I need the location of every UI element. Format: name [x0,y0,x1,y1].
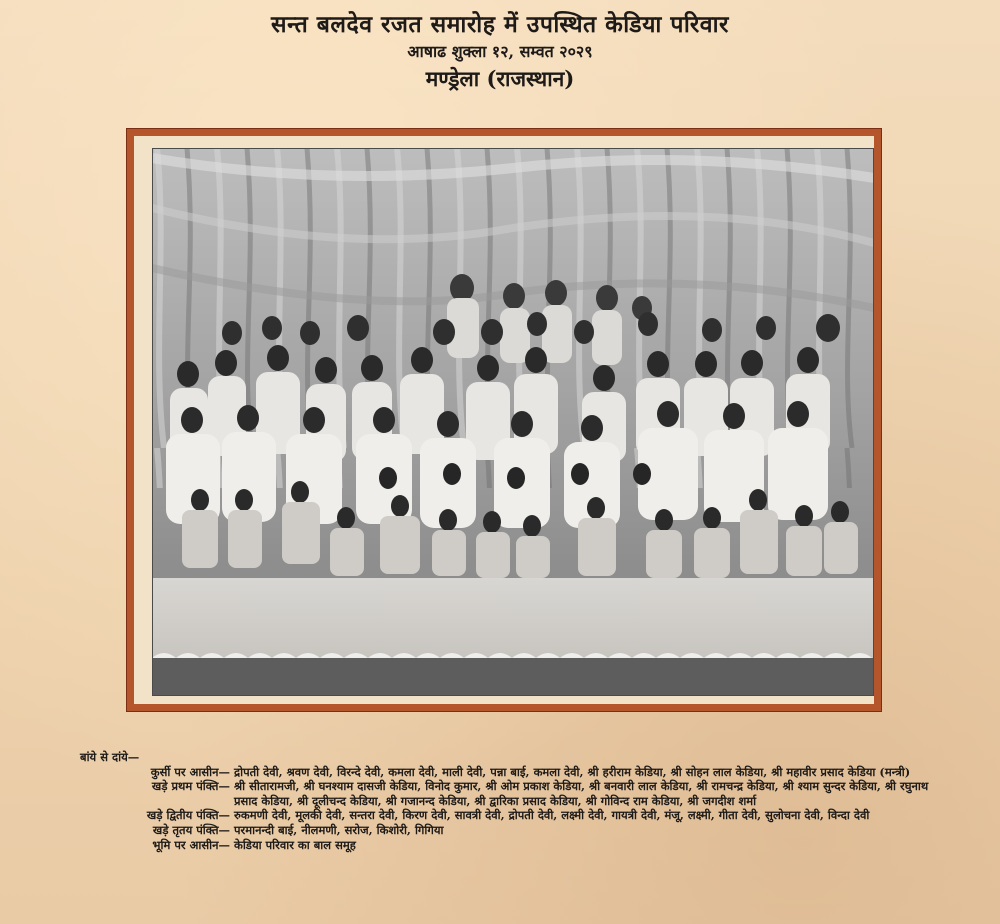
caption-row [80,838,940,853]
caption-row-label: कुर्सी पर आसीन— [150,764,230,779]
caption-row-label: भूमि पर आसीन— [152,837,230,852]
caption-heading: बांये से दांये— [80,750,140,764]
caption-row-names: द्रोपती देवी, श्रवण देवी, विरन्दे देवी, कमला देवी, माली देवी, पन्ना बाई, कमला देवी, श्री हरीराम केडिया, श्री सोहन लाल केडिया, श्री महावीर प्रसाद केडिया (मन्त्री) [234,764,911,779]
photo-frame [126,128,882,712]
caption-row [80,779,940,808]
photo-caption [80,750,940,852]
caption-row-label: खड़े प्रथम पंक्ति— [151,779,230,794]
caption-row [80,823,940,838]
caption-row [80,765,940,780]
caption-row [80,808,940,823]
caption-row-names: श्री सीतारामजी, श्री घनश्याम दासजी केडिया, विनोद कुमार, श्री ओम प्रकाश केडिया, श्री बनवारी लाल केडिया, श्री रामचन्द्र केडिया, श्री श्याम सुन्दर केडिया, श्री रघुनाथ प्रसाद केडिया, श्री दूलीचन्द केडिया, श्री गजानन्द केडिया, श्री द्वारिका प्रसाद केडिया, श्री गोविन्द राम केडिया, श्री जगदीश शर्मा [234,779,929,808]
header [0,10,1000,94]
date: आषाढ शुक्ला १२, सम्वत २०२९ [407,42,593,61]
group-photograph [152,148,874,696]
caption-row-names: केडिया परिवार का बाल समूह [234,837,356,852]
caption-row-names: परमानन्दी बाई, नीलमणी, सरोज, किशोरी, गिगिया [234,822,444,837]
caption-row-label: खड़े तृतय पंक्ति— [152,822,230,837]
caption-row-label: खड़े द्वितीय पंक्ति— [146,808,230,823]
place: मण्ड्रेला (राजस्थान) [425,66,575,91]
caption-row-names: रुकमणी देवी, मूलकी देवी, सन्तरा देवी, किरण देवी, सावत्री देवी, द्रोपती देवी, लक्ष्मी देवी, गायत्री देवी, मंजू, लक्ष्मी, गीता देवी, सुलोचना देवी, विन्दा देवी [234,808,870,823]
title: सन्त बलदेव रजत समारोह में उपस्थित केडिया परिवार [271,11,729,38]
